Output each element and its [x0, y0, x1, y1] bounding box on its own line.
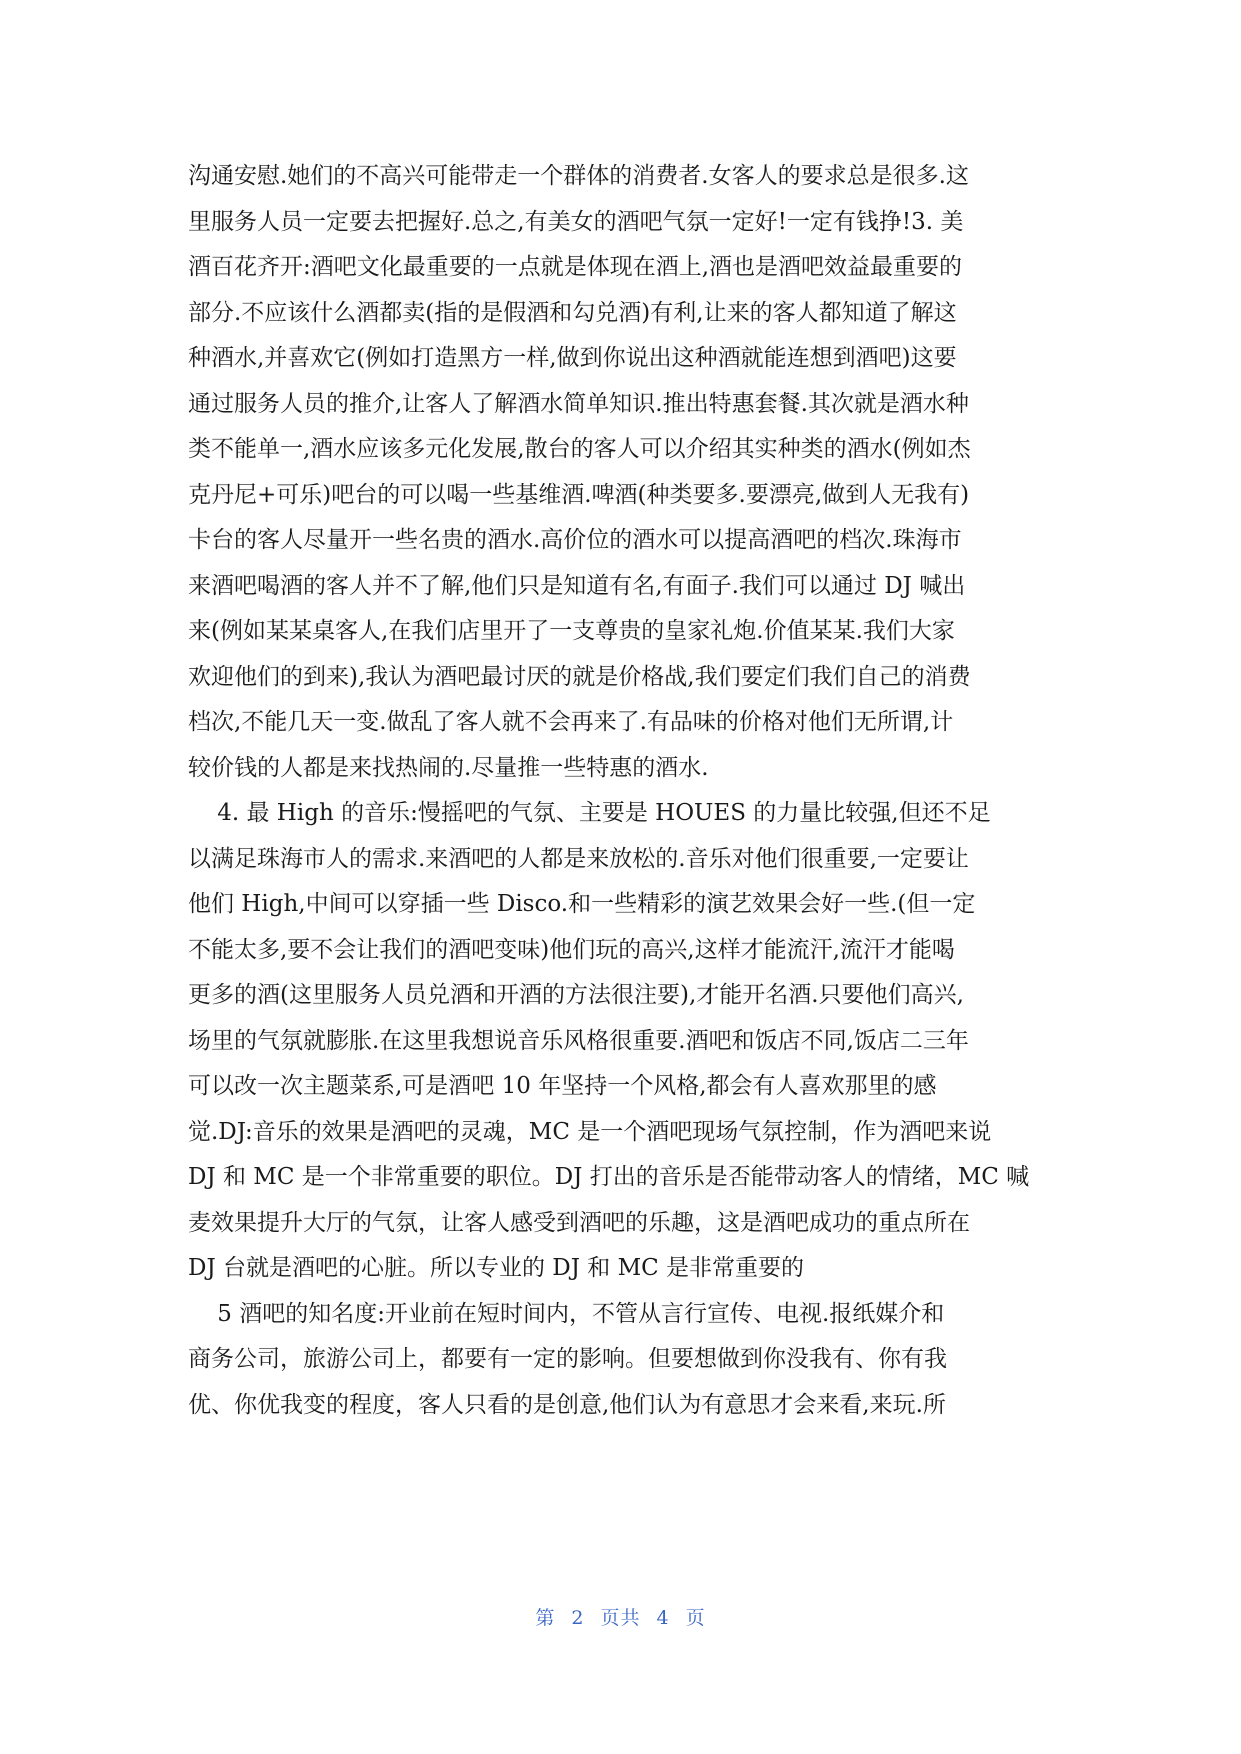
text-line: 可以改一次主题菜系,可是酒吧 10 年坚持一个风格,都会有人喜欢那里的感 [188, 1073, 937, 1099]
text-line: 他们 High,中间可以穿插一些 Disco.和一些精彩的演艺效果会好一些.(但一定 [188, 891, 976, 917]
footer-prefix: 第 [535, 1607, 556, 1629]
text-line: 场里的气氛就膨胀.在这里我想说音乐风格很重要.酒吧和饭店不同,饭店二三年 [188, 1027, 969, 1054]
text-line: 较价钱的人都是来找热闹的.尽量推一些特惠的酒水. [188, 754, 709, 781]
text-line: 沟通安慰.她们的不高兴可能带走一个群体的消费者.女客人的要求总是很多.这 [188, 163, 969, 189]
body-text [188, 154, 1054, 1428]
text-line: 种酒水,并喜欢它(例如打造黑方一样,做到你说出这种酒就能连想到酒吧)这要 [188, 345, 957, 371]
text-line: 以满足珠海市人的需求.来酒吧的人都是来放松的.音乐对他们很重要,一定要让 [188, 845, 969, 872]
total-pages-number: 4 [656, 1607, 670, 1629]
text-line: 觉.DJ:音乐的效果是酒吧的灵魂，MC 是一个酒吧现场气氛控制，作为酒吧来说 [188, 1118, 992, 1145]
text-line: 酒百花齐开:酒吧文化最重要的一点就是体现在酒上,酒也是酒吧效益最重要的 [188, 254, 963, 280]
current-page-number: 2 [571, 1607, 585, 1629]
text-line: DJ 台就是酒吧的心脏。所以专业的 DJ 和 MC 是非常重要的 [188, 1255, 805, 1281]
text-line: 欢迎他们的到来),我认为酒吧最讨厌的就是价格战,我们要定们我们自己的消费 [188, 663, 971, 690]
text-line: 部分.不应该什么酒都卖(指的是假酒和勾兑酒)有利,让来的客人都知道了解这 [188, 299, 957, 326]
text-line: DJ 和 MC 是一个非常重要的职位。DJ 打出的音乐是否能带动客人的情绪，MC 喊 [188, 1164, 1030, 1190]
footer-suffix: 页 [685, 1607, 706, 1629]
text-line: 卡台的客人尽量开一些名贵的酒水.高价位的酒水可以提高酒吧的档次.珠海市 [188, 527, 962, 553]
text-line: 里服务人员一定要去把握好.总之,有美女的酒吧气氛一定好!一定有钱挣!3. 美 [188, 208, 964, 235]
text-line: 4. 最 High 的音乐:慢摇吧的气氛、主要是 HOUES 的力量比较强,但还不足 [188, 800, 991, 826]
text-line: 麦效果提升大厅的气氛，让客人感受到酒吧的乐趣，这是酒吧成功的重点所在 [188, 1209, 970, 1236]
footer-middle: 页共 [600, 1607, 641, 1629]
text-line: 来酒吧喝酒的客人并不了解,他们只是知道有名,有面子.我们可以通过 DJ 喊出 [188, 572, 966, 599]
text-line: 通过服务人员的推介,让客人了解酒水简单知识.推出特惠套餐.其次就是酒水种 [188, 390, 969, 417]
text-line: 优、你优我变的程度，客人只看的是创意,他们认为有意思才会来看,来玩.所 [188, 1391, 946, 1418]
text-line: 商务公司，旅游公司上，都要有一定的影响。但要想做到你没我有、你有我 [188, 1346, 947, 1372]
text-line: 不能太多,要不会让我们的酒吧变味)他们玩的高兴,这样才能流汗,流汗才能喝 [188, 936, 955, 963]
text-line: 5 酒吧的知名度:开业前在短时间内，不管从言行宣传、电视.报纸媒介和 [188, 1300, 945, 1327]
text-line: 克丹尼+可乐)吧台的可以喝一些基维酒.啤酒(种类要多.要漂亮,做到人无我有) [188, 481, 970, 508]
text-line: 类不能单一,酒水应该多元化发展,散台的客人可以介绍其实种类的酒水(例如杰 [188, 436, 971, 462]
text-line: 来(例如某某桌客人,在我们店里开了一支尊贵的皇家礼炮.价值某某.我们大家 [188, 618, 955, 644]
text-line: 档次,不能几天一变.做乱了客人就不会再来了.有品味的价格对他们无所谓,计 [188, 709, 954, 735]
page-footer [0, 1603, 1241, 1630]
text-line: 更多的酒(这里服务人员兑酒和开酒的方法很注要),才能开名酒.只要他们高兴, [188, 982, 964, 1008]
